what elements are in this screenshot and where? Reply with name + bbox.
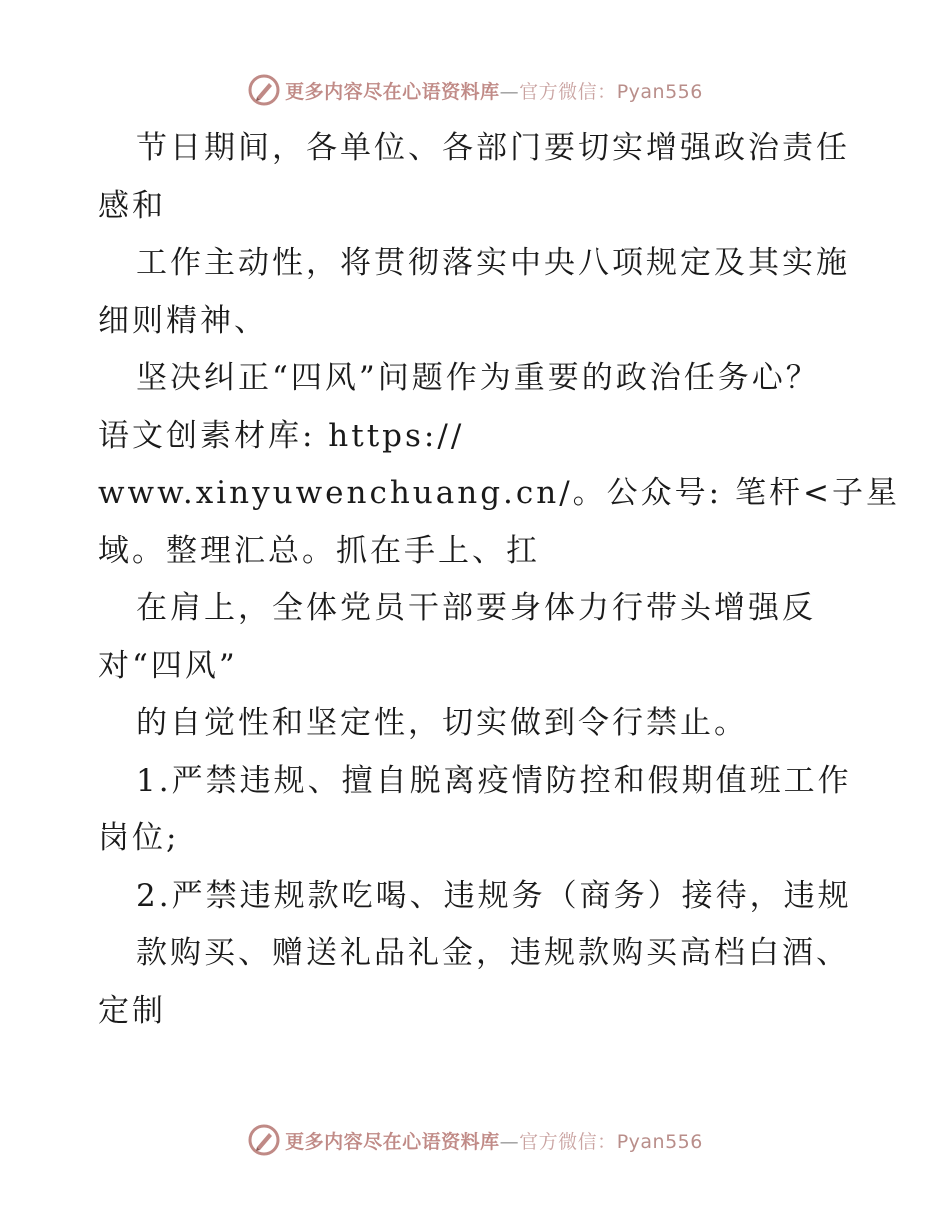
text-line: 感和	[98, 187, 166, 224]
watermark-id: Pyan556	[616, 1130, 703, 1153]
watermark-main: 更多内容尽在心语资料库	[285, 80, 500, 103]
watermark-suffix: 官方微信：	[519, 1130, 617, 1153]
text-line: 工作主动性，将贯彻落实中央八项规定及其实施	[136, 245, 850, 281]
header-watermark	[0, 70, 950, 110]
text-line: 款购买、赠送礼品礼金，违规款购买高档白酒、	[136, 935, 850, 971]
text-line: 岗位;	[98, 820, 180, 856]
text-line: 语文创素材库: https://	[98, 417, 465, 454]
text-line: 域。整理汇总。抓在手上、扛	[98, 532, 540, 569]
watermark-text	[285, 1127, 703, 1154]
text-line: 定制	[98, 992, 166, 1029]
text-line: 细则精神、	[98, 302, 268, 339]
footer-watermark	[0, 1120, 950, 1160]
watermark-suffix: 官方微信：	[519, 80, 617, 103]
text-line: 1.严禁违规、擅自脱离疫情防控和假期值班工作	[136, 762, 852, 799]
text-line: 的自觉性和坚定性，切实做到令行禁止。	[136, 705, 748, 741]
watermark-separator: —	[499, 1130, 520, 1153]
text-line: 2.严禁违规款吃喝、违规务（商务）接待，违规	[136, 877, 852, 914]
watermark-id: Pyan556	[616, 80, 703, 103]
document-body	[98, 120, 900, 1040]
text-line: 坚决纠正“四风”问题作为重要的政治任务心？	[136, 360, 820, 396]
watermark-main: 更多内容尽在心语资料库	[285, 1130, 500, 1153]
pen-seal-icon	[247, 73, 281, 107]
text-line: www.xinyuwenchuang.cn/。公众号: 笔杆<子星	[98, 475, 900, 511]
watermark-separator: —	[499, 80, 520, 103]
watermark-text	[285, 77, 703, 104]
text-line: 节日期间，各单位、各部门要切实增强政治责任	[136, 130, 850, 166]
text-line: 对“四风”	[98, 647, 238, 684]
pen-seal-icon	[247, 1123, 281, 1157]
text-line: 在肩上，全体党员干部要身体力行带头增强反	[136, 590, 816, 626]
